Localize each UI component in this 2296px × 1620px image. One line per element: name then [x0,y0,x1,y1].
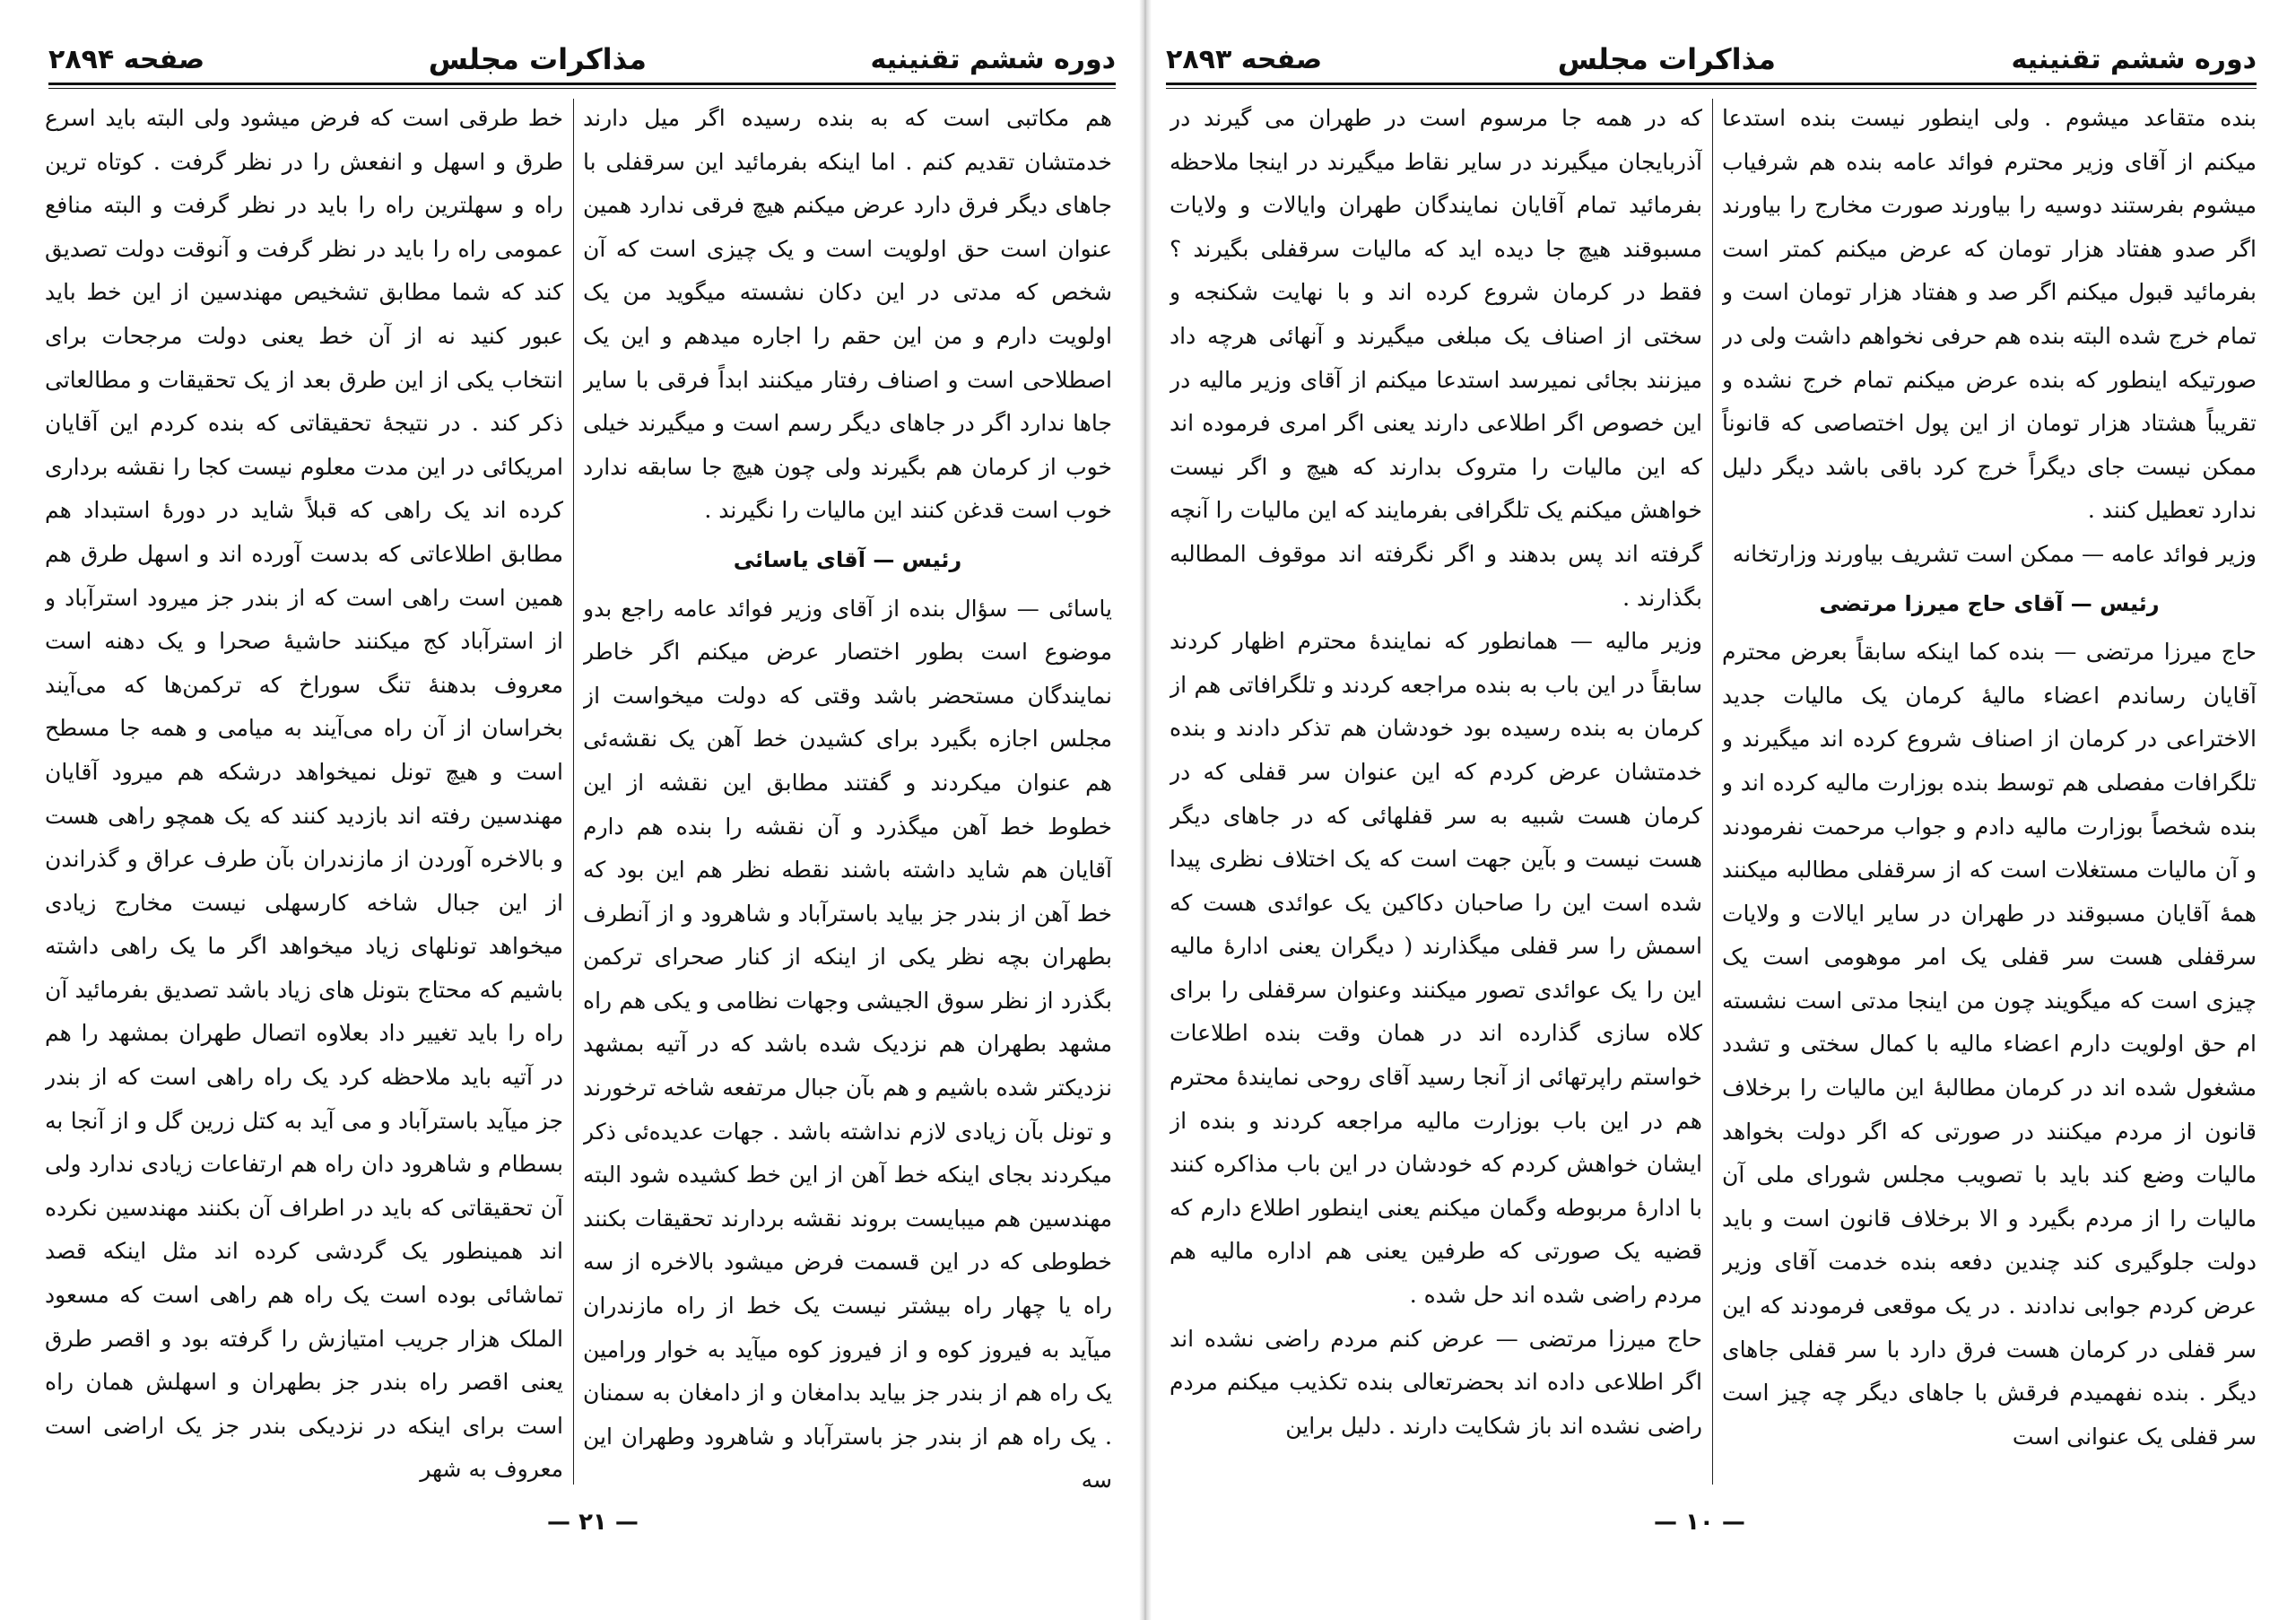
header-rule [48,83,1116,85]
speaker-heading: رئیس — آقای حاج میرزا مرتضی [1819,590,2160,616]
session-label: دوره ششم تقنینیه [870,43,1116,75]
page-header [1166,34,2257,84]
paragraph: هم مکاتبی است که به بنده رسیده اگر میل دارند خدمتشان تقدیم کنم . اما اینکه بفرمائید این سرقفلی با جاهای دیگر فرق دارد عرض میکنم هیچ فرقی ندارد همین عنوان است حق اولویت است و یک چیزی است که آن شخص که مدتی در این دکان نشسته میگوید من یک اولویت دارم و من این حقم را اجاره میدهم و این یک اصطلاحی است و اصناف رفتار میکنند ابداً فرقی با سایر جاها ندارد اگر در جاهای دیگر رسم است و میگیرند خیلی خوب از کرمان هم بگیرند ولی چون هیچ جا سابقه ندارد خوب است قدغن کنند این مالیات را نگیرند . [583,105,1112,524]
session-label: دوره ششم تقنینیه [2011,43,2257,75]
paragraph: حاج میرزا مرتضی — عرض کنم مردم راضی نشده اند اگر اطلاعی داده اند بحضرتعالی بنده تکذیب میکنم مردم راضی نشده اند باز شکایت دارند . دلیل براین [1170,1325,1702,1439]
paragraph: خط طرقی است که فرض میشود ولی البته باید اسرع طرق و اسهل و انفعش را در نظر گرفت . کوتاه ترین راه و سهلترین راه را باید در نظر گرفت و البته منافع عمومی راه را باید در نظر گرفت و آنوقت دولت تصدیق کند که شما مطابق تشخیص مهندسین از این خط باید عبور کنید نه از آن خط یعنی دولت مرجحات برای انتخاب یکی از این طرق بعد از یک تحقیقات و مطالعاتی ذکر کند . در نتیجهٔ تحقیقاتی که بنده کردم این آقایان امریکائی در این مدت معلوم نیست کجا را نقشه برداری کرده اند یک راهی که قبلاً شاید در دورهٔ استبداد هم مطابق اطلاعاتی که بدست آورده اند و اسهل طرق هم همین است راهی است که از بندر جز میرود استرآباد و از استرآباد کج میکنند حاشیهٔ صحرا و یک دهنه است معروف بدهنهٔ تنگ سوراخ که ترکمن‌ها که می‌آیند بخراسان از آن راه می‌آیند به میامی و همه جا مسطح است و هیچ تونل نمیخواهد درشکه هم میرود آقایان مهندسین رفته اند بازدید کنند که یک همچو راهی هست و بالاخره آوردن از مازندران بآن طرف عراق و گذراندن از این جبال شاخه کارسهلی نیست مخارج زیادی میخواهد تونلهای زیاد میخواهد اگر ما یک راهی داشته باشیم که محتاج بتونل های زیاد باشد تصدیق بفرمائید آن راه را باید تغییر داد بعلاوه اتصال طهران بمشهد را هم در آتیه باید ملاحظه کرد یک راه راهی است که از بندر جز میآید باسترآباد و می آید به کتل زرین گل و از آنجا به بسطام و شاهرود دان راه هم ارتفاعات زیادی ندارد ولی آن تحقیقاتی که باید در اطراف آن بکنند مهندسین نکرده اند همینطور یک گردشی کرده اند مثل اینکه قصد تماشائی بوده است یک راه هم راهی است که مسعود الملک هزار جریب امتیازش را گرفته بود و اقصر طرق یعنی اقصر راه بندر جز بطهران و اسهلش همان راه است برای اینکه در نزدیکی بندر جز یک اراضی است معروف به شهر [45,105,563,1483]
paragraph: یاسائی — سؤال بنده از آقای وزیر فوائد عامه راجع بدو موضوع است بطور اختصار عرض میکنم اگر خاطر نمایندگان مستحضر باشد وقتی که دولت میخواست از مجلس اجازه بگیرد برای کشیدن خط آهن یک نقشه‌ئی هم عنوان میکردند و گفتند مطابق این نقشه از این خطوط خط آهن میگذرد و آن نقشه را بنده هم دارم آقایان هم شاید داشته باشند نقطه نظر هم این بود که خط آهن از بندر جز بیاید باسترآباد و شاهرود و از آنطرف بطهران بچه نظر یکی از اینکه از کنار صحرای ترکمن بگذرد از نظر سوق الجیشی وجهات نظامی و یکی هم راه مشهد بطهران هم نزدیک شده باشد که در آتیه بمشهد نزدیکتر شده باشیم و هم بآن جبال مرتفعه شاخه ترخورند و تونل بآن زیادی لازم نداشته باشد . جهات عدیده‌ئی ذکر میکردند بجای اینکه خط آهن از این خط کشیده شود البته مهندسین هم میبایست بروند نقشه بردارند تحقیقات بکنند خطوطی که در این قسمت فرض میشود بالاخره از سه راه یا چهار راه بیشتر نیست یک خط از راه مازندران میآید به فیروز کوه و از فیروز کوه میآید به خوار ورامین یک راه هم از بندر جز بیاید بدامغان و از دامغان به سمنان . یک راه هم از بندر جز باسترآباد و شاهرود وطهران این سه [583,595,1112,1494]
header-rule-thin [1166,88,2257,89]
publication-title: مذاکرات مجلس [1557,42,1776,76]
text-column-left [45,97,563,1496]
folio-number: — ۱۰ — [1654,1509,1745,1536]
publication-title: مذاکرات مجلس [428,42,647,76]
column-divider [573,99,574,1485]
column-divider [1712,99,1713,1485]
speaker-heading: رئیس — آقای یاسائی [733,546,962,572]
paragraph: وزیر فوائد عامه — ممکن است تشریف بیاورند وزارتخانه [1732,540,2257,567]
page-header [48,34,1116,84]
paragraph: که در همه جا مرسوم است در طهران می گیرند در آذربایجان میگیرند در سایر نقاط میگیرند در اینجا ملاحظه بفرمائید تمام آقایان نمایندگان طهران وایالات و ولایات مسبوقند هیچ جا دیده اید که مالیات سرقفلی بگیرند ؟ فقط در کرمان شروع کرده اند و با نهایت شکنجه و سختی از اصناف یک مبلغی میگیرند و آنهائی هرچه داد میزنند بجائی نمیرسد استدعا میکنم از آقای وزیر مالیه در این خصوص اگر اطلاعی دارند یعنی اگر امری فرموده اند که این مالیات را متروک بدارند که هیچ و اگر نیست خواهش میکنم یک تلگرافی بفرمایند که این مالیات را آنچه گرفته اند پس بدهند و اگر نگرفته اند موقوف المطالبه بگذارند . [1170,105,1702,611]
paragraph: بنده متقاعد میشوم . ولی اینطور نیست بنده استدعا میکنم از آقای وزیر محترم فوائد عامه بنده هم شرفیاب میشوم بفرستند دوسیه را بیاورند صورت مخارج را بیاورند اگر صدو هفتاد هزار تومان که عرض میکنم کمتر است بفرمائید قبول میکنم اگر صد و هفتاد هزار تومان است و تمام خرج شده البته بنده هم حرفی نخواهم داشت ولی در صورتیکه اینطور که بنده عرض میکنم تمام خرج نشده و تقریباً هشتاد هزار تومان از این پول اختصاصی که قانوناً ممکن نیست جای دیگراً خرج کرد باقی باشد دیگر دلیل ندارد تعطیل کنند . [1722,105,2257,524]
header-rule-thin [48,88,1116,89]
page-number-label: صفحه ۲۸۹۴ [48,43,205,75]
page-2893 [1152,0,2296,1620]
header-rule [1166,83,2257,85]
paragraph: حاج میرزا مرتضی — بنده کما اینکه سابقاً بعرض محترم آقایان رساندم اعضاء مالیهٔ کرمان یک مالیات جدید الاختراعی در کرمان از اصناف شروع کرده اند میگیرند و تلگرافات مفصلی هم توسط بنده بوزارت مالیه کرده اند و بنده شخصاً بوزارت مالیه دادم و جواب مرحمت نفرمودند و آن مالیات مستغلات است که از سرقفلی مطالبه میکنند همهٔ آقایان مسبوقند در طهران در سایر ایالات و ولایات سرقفلی هست سر قفلی یک امر موهومی است یک چیزی است که میگویند چون من اینجا مدتی است نشسته ام حق اولویت دارم اعضاء مالیه با کمال سختی و تشدد مشغول شده اند در کرمان مطالبهٔ این مالیات را برخلاف قانون از مردم میکنند در صورتی که اگر دولت بخواهد مالیات وضع کند باید با تصویب مجلس شورای ملی آن مالیات را از مردم بگیرد و الا برخلاف قانون است و باید دولت جلوگیری کند چندین دفعه بنده خدمت آقای وزیر عرض کردم جوابی ندادند . در یک موقعی فرمودند که این سر قفلی در کرمان هست فرق دارد با سر قفلی جاهای دیگر . بنده نفهمیدم فرقش با جاهای دیگر چه چیز است سر قفلی یک عنوانی است [1722,639,2257,1450]
text-column-right [583,97,1112,1496]
text-column-left [1170,97,1702,1496]
page-number-label: صفحه ۲۸۹۳ [1166,43,1323,75]
folio-number: — ۲۱ — [547,1509,639,1536]
page-2894 [0,0,1139,1620]
book-gutter [1139,0,1152,1620]
text-column-right [1722,97,2257,1496]
paragraph: وزیر مالیه — همانطور که نمایندهٔ محترم اظهار کردند سابقاً در این باب به بنده مراجعه کردند و تلگرافاتی هم از کرمان به بنده رسیده بود خودشان هم تذکر دادند و بنده خدمتشان عرض کردم که این عنوان سر قفلی که در کرمان هست شبیه به سر قفلهائی که در جاهای دیگر هست نیست و بآین جهت است که یک اختلاف نظری پیدا شده است این را صاحبان دکاکین یک عوائدی هست که اسمش را سر قفلی میگذارند ( دیگران یعنی ادارهٔ مالیه این را یک عوائدی تصور میکنند وعنوان سرقفلی را برای کلاه سازی گذارده اند در همان وقت بنده اطلاعات خواستم راپرتهائی از آنجا رسید آقای روحی نمایندهٔ محترم هم در این باب بوزارت مالیه مراجعه کردند و بنده از ایشان خواهش کردم که خودشان در این باب مذاکره کنند با ادارهٔ مربوطه وگمان میکنم یعنی اینطور اطلاع دارم که قضیه یک صورتی که طرفین یعنی هم اداره مالیه هم مردم راضی شده اند حل شده . [1170,628,1702,1309]
